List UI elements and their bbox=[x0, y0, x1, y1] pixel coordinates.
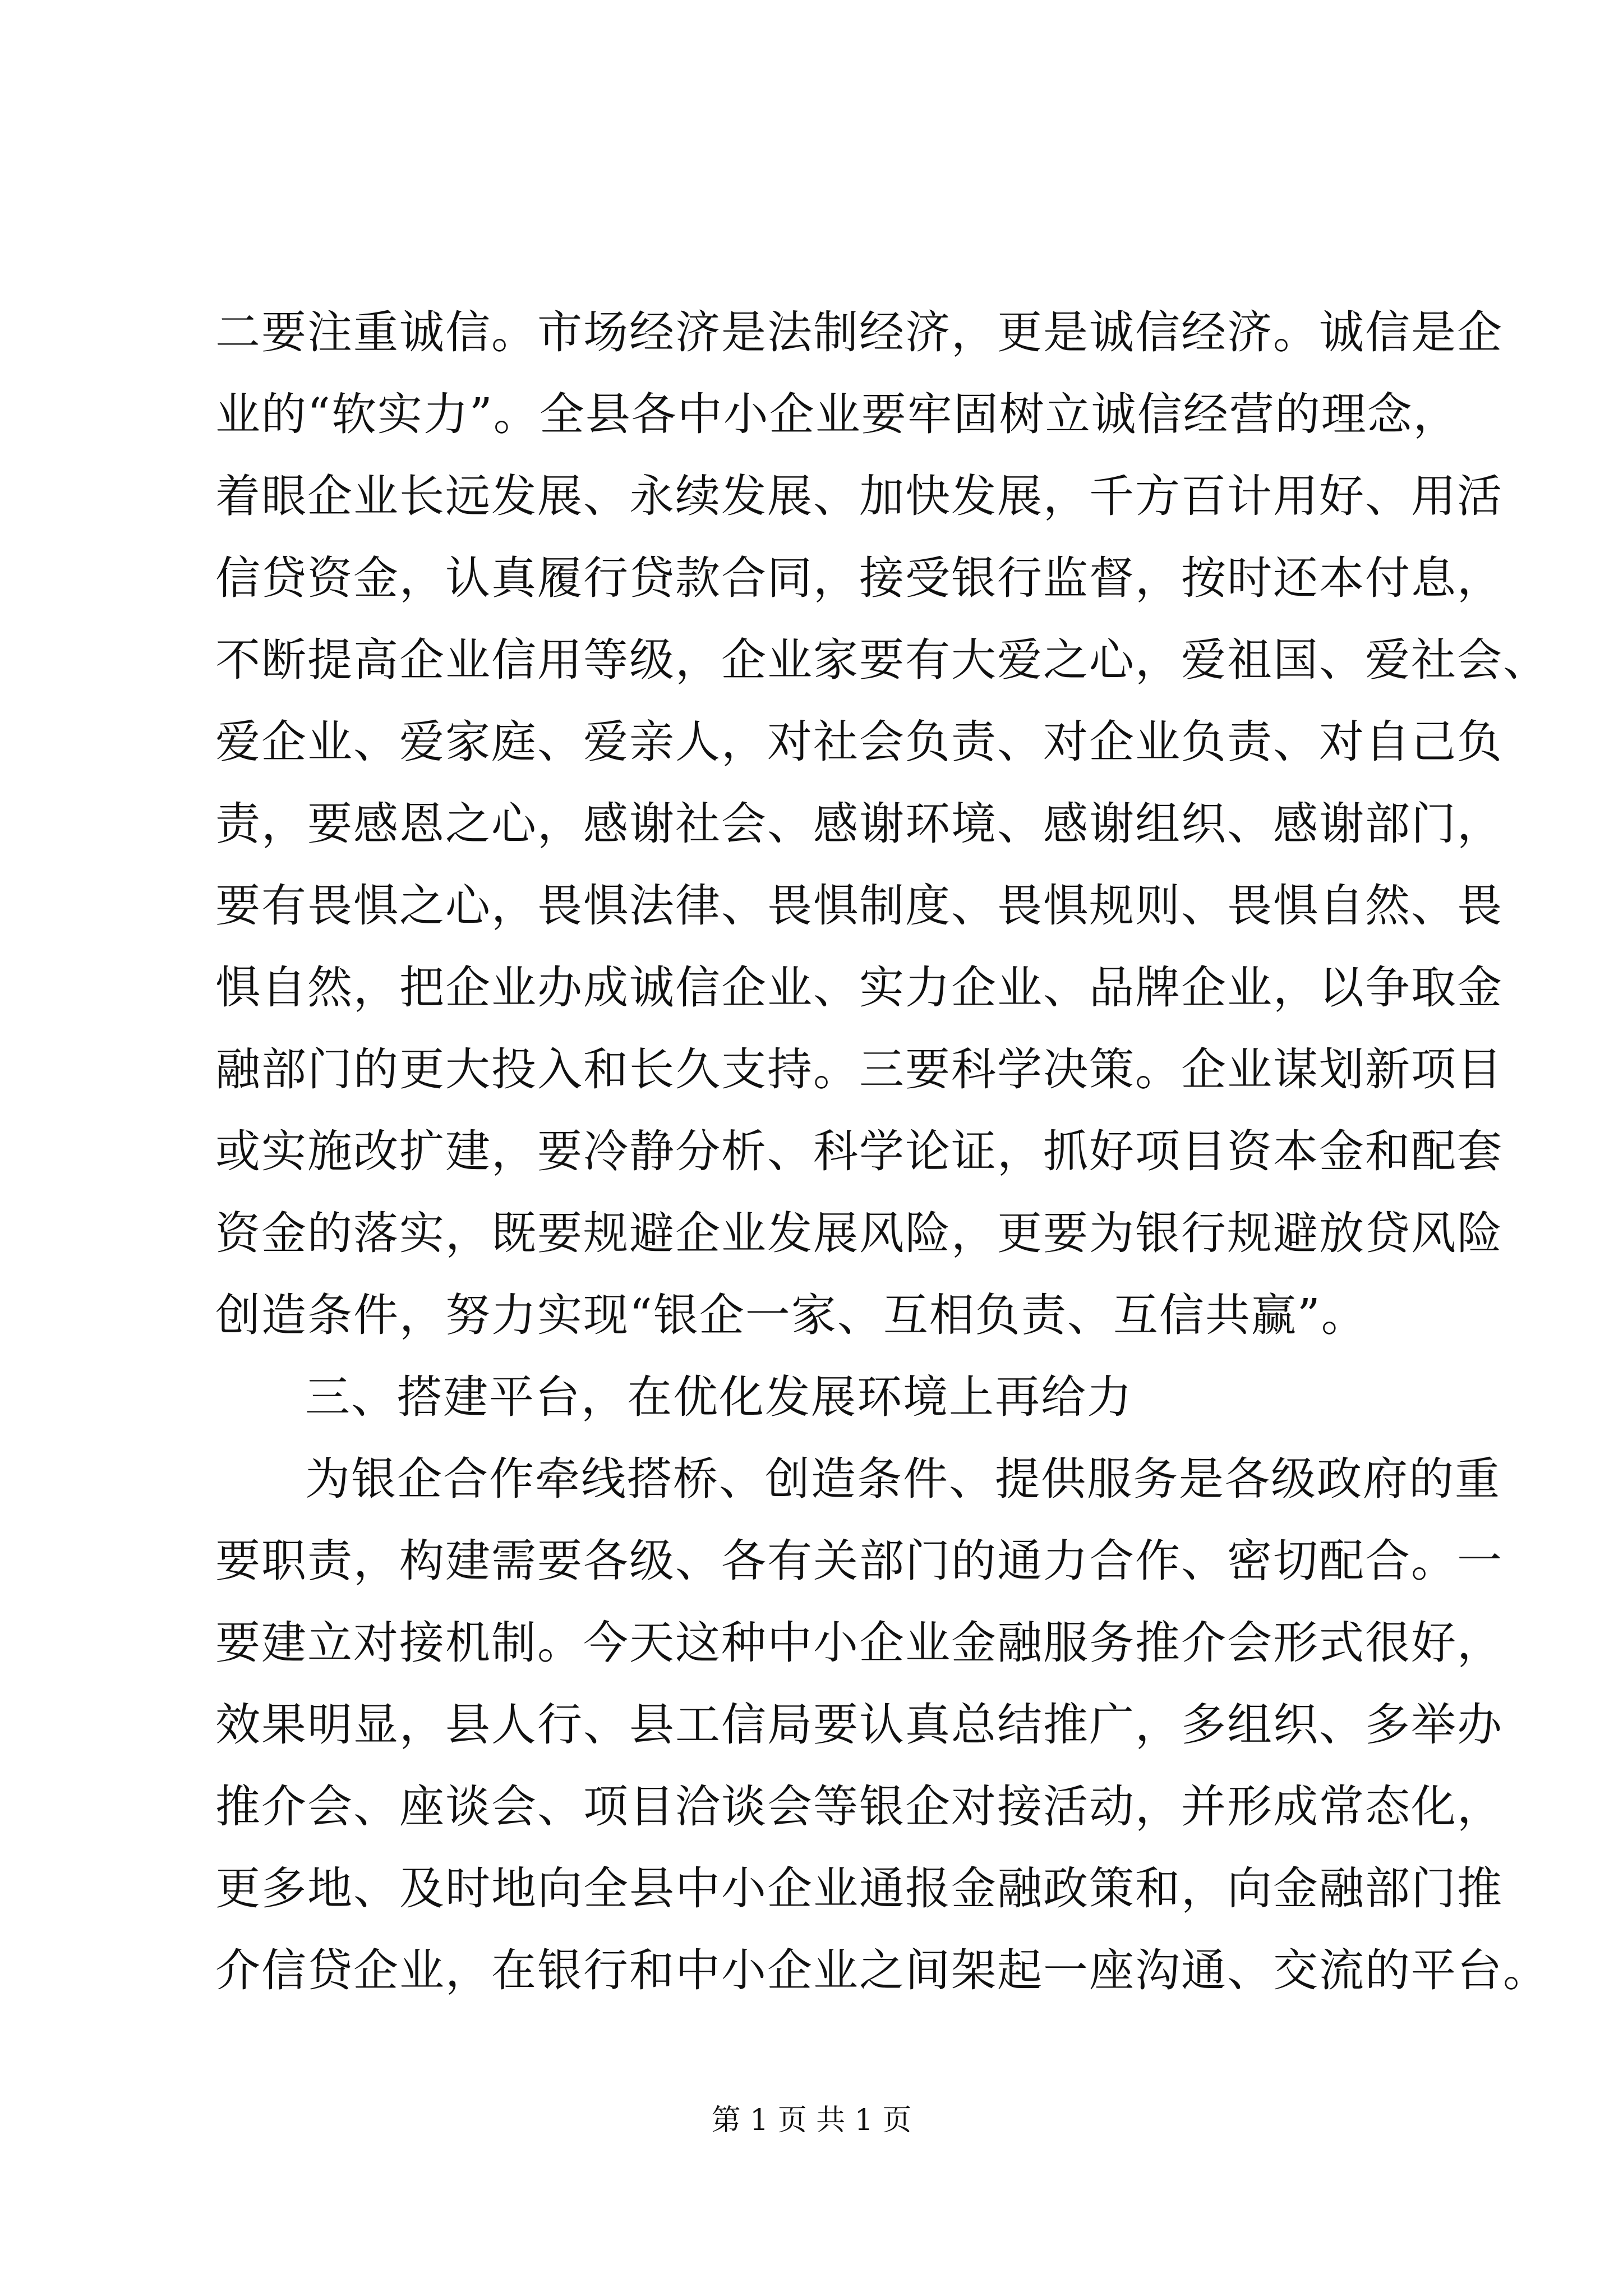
text-line: 不断提高企业信用等级，企业家要有大爱之心，爱祖国、爱社会、 bbox=[215, 634, 1549, 686]
document-body bbox=[215, 292, 1549, 2012]
page-footer: 第 1 页 共 1 页 bbox=[711, 2104, 912, 2137]
text-line: 介信贷企业，在银行和中小企业之间架起一座沟通、交流的平台。 bbox=[215, 1944, 1549, 1996]
text-line: 更多地、及时地向全县中小企业通报金融政策和，向金融部门推 bbox=[215, 1862, 1503, 1915]
text-line: 要职责，构建需要各级、各有关部门的通力合作、密切配合。一 bbox=[215, 1535, 1503, 1587]
text-line: 惧自然，把企业办成诚信企业、实力企业、品牌企业，以争取金 bbox=[215, 961, 1503, 1014]
text-line: 要有畏惧之心，畏惧法律、畏惧制度、畏惧规则、畏惧自然、畏 bbox=[215, 880, 1503, 932]
text-line: 资金的落实，既要规避企业发展风险，更要为银行规避放贷风险 bbox=[215, 1207, 1503, 1259]
text-line: 信贷资金，认真履行贷款合同，接受银行监督，按时还本付息， bbox=[215, 552, 1503, 604]
text-line: 二要注重诚信。市场经济是法制经济，更是诚信经济。诚信是企 bbox=[215, 306, 1503, 358]
section-heading: 三、搭建平台，在优化发展环境上再给力 bbox=[305, 1371, 1133, 1423]
text-line: 业的“软实力”。全县各中小企业要牢固树立诚信经营的理念， bbox=[215, 388, 1459, 440]
text-line: 着眼企业长远发展、永续发展、加快发展，千方百计用好、用活 bbox=[215, 470, 1503, 522]
text-line: 或实施改扩建，要冷静分析、科学论证，抓好项目资本金和配套 bbox=[215, 1125, 1503, 1177]
text-line: 融部门的更大投入和长久支持。三要科学决策。企业谋划新项目 bbox=[215, 1043, 1503, 1096]
text-line: 效果明显，县人行、县工信局要认真总结推广，多组织、多举办 bbox=[215, 1699, 1503, 1751]
text-line: 推介会、座谈会、项目洽谈会等银企对接活动，并形成常态化， bbox=[215, 1780, 1503, 1833]
text-line: 责，要感恩之心，感谢社会、感谢环境、感谢组织、感谢部门， bbox=[215, 798, 1503, 850]
text-line: 爱企业、爱家庭、爱亲人，对社会负责、对企业负责、对自己负 bbox=[215, 716, 1503, 768]
text-line: 创造条件，努力实现“银企一家、互相负责、互信共赢”。 bbox=[215, 1289, 1367, 1341]
text-line: 为银企合作牵线搭桥、创造条件、提供服务是各级政府的重 bbox=[305, 1453, 1501, 1505]
text-line: 要建立对接机制。今天这种中小企业金融服务推介会形式很好， bbox=[215, 1617, 1503, 1669]
